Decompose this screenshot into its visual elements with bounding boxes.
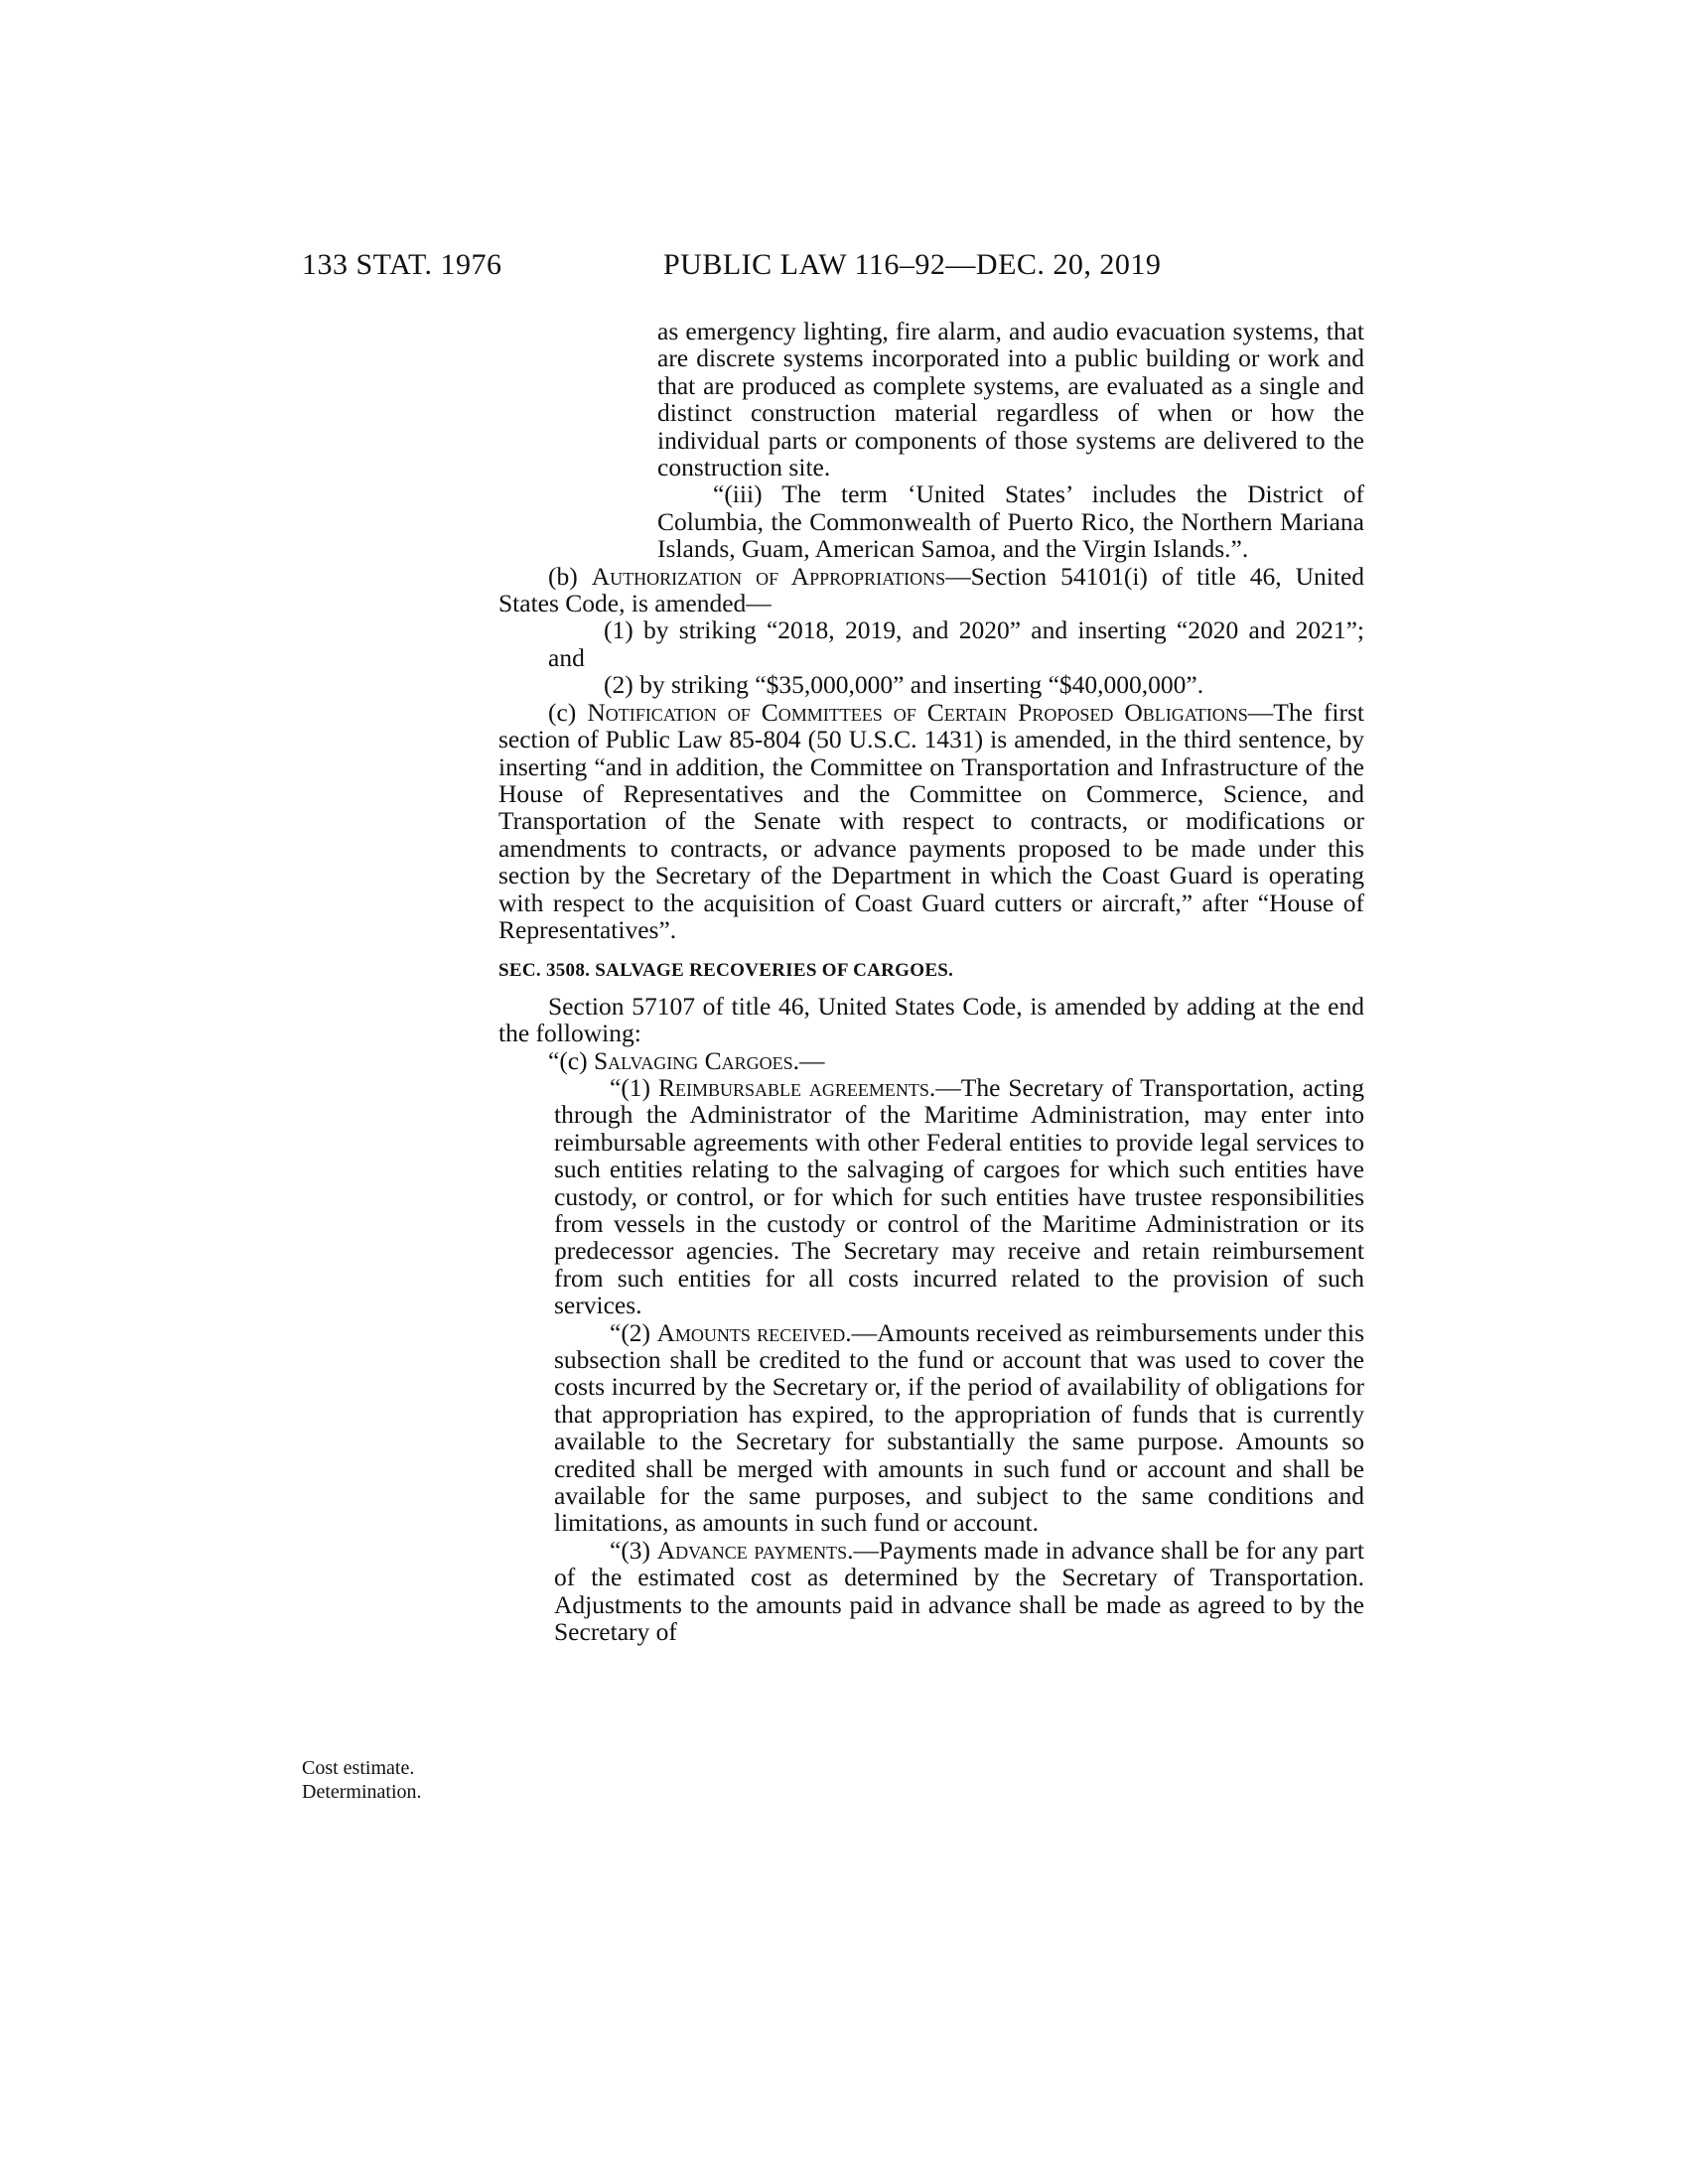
document-body [498,318,1364,1646]
subsection-b-label: (b) [548,561,578,591]
section-heading: SEC. 3508. SALVAGE RECOVERIES OF CARGOES. [498,960,954,982]
subsection-c-heading: Notification of Committees of Certain Proposed Obligations [587,697,1248,727]
subsection-b-text: —Section 54101(i) of title 46, United States Code, is amended— [498,561,1365,618]
paragraph-united-states-definition: “(iii) The term ‘United States’ includes the District of Columbia, the Commonwealth of Puerto Rico, the Northern Mariana Islands, Guam, American Samoa, and the Virgin Islands.”. [657,479,1364,564]
quoted-paragraph-2-label: “(2) [610,1317,651,1347]
subsection-b-paragraph-2: (2) by striking “$35,000,000” and inserting “$40,000,000”. [604,670,1204,700]
quoted-paragraph-3-text: .—Payments made in advance shall be for any part of the estimated cost as determined by the Secretary of Transportation. Adjustments to the amounts paid in advance shall be made as agreed to by the Secretary of [554,1535,1364,1647]
quoted-subsection-c-heading: Salvaging Cargoes [594,1045,793,1075]
quoted-paragraph-2 [554,1319,1364,1537]
subsection-c [498,699,1364,944]
quoted-paragraph-3 [554,1537,1364,1646]
page-number: 133 STAT. 1976 [302,248,502,281]
margin-note-determination: Determination. [302,1781,422,1803]
quoted-paragraph-1-heading: Reimbursable agreements [657,1072,929,1102]
paragraph-construction-material: as emergency lighting, fire alarm, and audio evacuation systems, that are discrete systems incorporated into a public building or work and that are produced as complete systems, are evaluated as a single and distinct construction material regardless of when or how the individual parts or components of those systems are delivered to the construction site. [657,317,1364,482]
section-intro: Section 57107 of title 46, United States Code, is amended by adding at the end the following: [498,991,1364,1048]
quoted-paragraph-3-label: “(3) [610,1535,651,1565]
subsection-b-paragraph-1: (1) by striking “2018, 2019, and 2020” and inserting “2020 and 2021”; and [548,615,1364,672]
quoted-paragraph-2-text: .—Amounts received as reimbursements under this subsection shall be credited to the fund or account that was used to cover the costs incurred by the Secretary or, if the period of availability of obligations for that appropriation has expired, to the appropriation of funds that is currently available to the Secretary for substantially the same purpose. Amounts so credited shall be merged with amounts in such fund or account and shall be available for the same purposes, and subject to the same conditions and limitations, as amounts in such fund or account. [554,1317,1364,1538]
quoted-paragraph-3-heading: Advance payments [656,1535,848,1565]
quoted-subsection-c-label: “(c) [548,1045,588,1075]
quoted-subsection-c-dash: .— [792,1045,825,1075]
page-header-title: PUBLIC LAW 116–92—DEC. 20, 2019 [663,248,1162,281]
quoted-paragraph-1 [554,1074,1364,1319]
subsection-b [498,563,1364,617]
quoted-paragraph-1-text: .—The Secretary of Transportation, acting through the Administrator of the Maritime Administration, may enter into reimbursable agreements with other Federal entities to provide legal services to such entities relating to the salvaging of cargoes for which such entities have custody, or control, or for which for such entities have trustee responsibilities from vessels in the custody or control of the Maritime Administration or its predecessor agencies. The Secretary may receive and retain reimbursement from such entities for all costs incurred related to the provision of such services. [554,1072,1364,1320]
subsection-b-heading: Authorization of Appropriations [591,561,946,591]
quoted-paragraph-2-heading: Amounts received [656,1317,846,1347]
subsection-c-label: (c) [548,697,577,727]
subsection-c-text: —The first section of Public Law 85-804 (50 U.S.C. 1431) is amended, in the third sentence, by inserting “and in addition, the Committee on Transportation and Infrastructure of the House of Representatives and the Committee on Commerce, Science, and Transportation of the Senate with respect to contracts, or modifications or amendments to contracts, or advance payments proposed to be made under this section by the Secretary of the Department in which the Coast Guard is operating with respect to the acquisition of Coast Guard cutters or aircraft,” after “House of Representatives”. [498,697,1364,944]
quoted-subsection-c [548,1047,1364,1074]
quoted-paragraph-1-label: “(1) [610,1072,651,1102]
margin-note-cost-estimate: Cost estimate. [302,1757,415,1779]
